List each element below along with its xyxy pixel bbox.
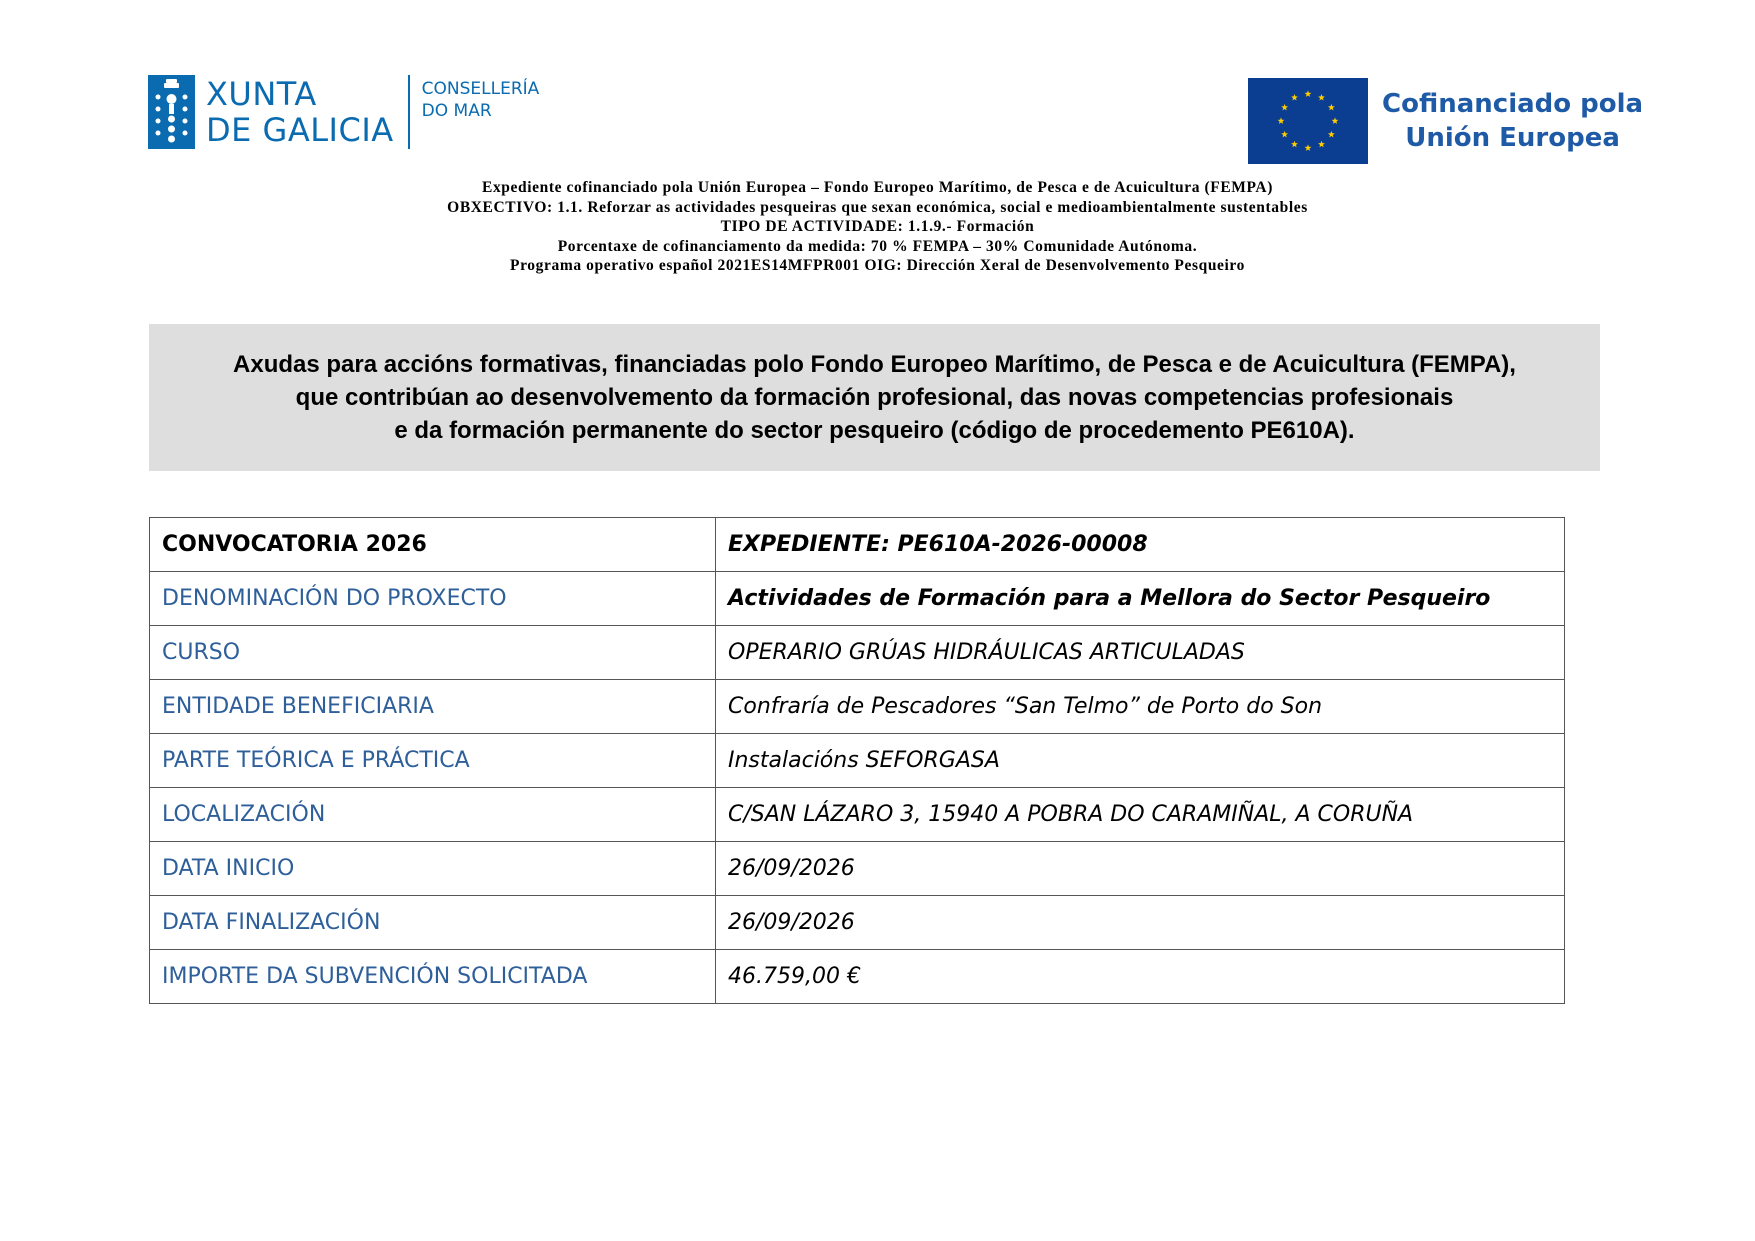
eu-star-icon: [1318, 141, 1325, 148]
row-label: DENOMINACIÓN DO PROXECTO: [150, 572, 716, 626]
eu-star-icon: [1278, 117, 1285, 124]
row-label: CURSO: [150, 626, 716, 680]
row-value: C/SAN LÁZARO 3, 15940 A POBRA DO CARAMIÑAL, A CORUÑA: [716, 788, 1565, 842]
table-row: [150, 950, 1565, 1004]
title-line: e da formación permanente do sector pesqueiro (código de procedemento PE610A).: [394, 417, 1355, 444]
table-row: [150, 842, 1565, 896]
eu-star-icon: [1281, 131, 1288, 138]
table-row: [150, 518, 1565, 572]
note-line: Programa operativo español 2021ES14MFPR001 OIG: Dirección Xeral de Desenvolvemento Pesqueiro: [510, 257, 1245, 274]
title-line: Axudas para accións formativas, financiadas polo Fondo Europeo Marítimo, de Pesca e de Acuicultura (FEMPA),: [233, 351, 1516, 378]
eu-star-icon: [1291, 141, 1298, 148]
eu-cofunding-text: Cofinanciado pola Unión Europea: [1382, 89, 1644, 153]
table-row: [150, 626, 1565, 680]
table-row: [150, 680, 1565, 734]
row-value: EXPEDIENTE: PE610A-2026-00008: [716, 518, 1565, 572]
row-label: CONVOCATORIA 2026: [150, 518, 716, 572]
row-value: 26/09/2026: [716, 896, 1565, 950]
table-row: [150, 896, 1565, 950]
row-label: DATA INICIO: [150, 842, 716, 896]
row-label: DATA FINALIZACIÓN: [150, 896, 716, 950]
row-label: PARTE TEÓRICA E PRÁCTICA: [150, 734, 716, 788]
eu-star-icon: [1328, 104, 1335, 111]
aid-title-box: [149, 324, 1600, 471]
conselleria-name: CONSELLERÍA DO MAR: [421, 79, 540, 121]
logo-divider: [408, 75, 410, 149]
row-value: OPERARIO GRÚAS HIDRÁULICAS ARTICULADAS: [716, 626, 1565, 680]
table-row: [150, 734, 1565, 788]
eu-logo: [1248, 78, 1643, 164]
note-line: TIPO DE ACTIVIDADE: 1.1.9.- Formación: [720, 218, 1035, 235]
table-row: [150, 788, 1565, 842]
note-line: Expediente cofinanciado pola Unión Europea – Fondo Europeo Marítimo, de Pesca e de Acuicultura (FEMPA): [482, 179, 1273, 196]
note-line: OBXECTIVO: 1.1. Reforzar as actividades pesqueiras que sexan económica, social e medioambientalmente sustentables: [447, 198, 1308, 216]
row-value: Actividades de Formación para a Mellora do Sector Pesqueiro: [716, 572, 1565, 626]
table-row: [150, 572, 1565, 626]
xunta-wordmark: XUNTA DE GALICIA: [206, 75, 394, 149]
eu-star-icon: [1291, 94, 1298, 101]
row-value: 26/09/2026: [716, 842, 1565, 896]
row-label: LOCALIZACIÓN: [150, 788, 716, 842]
project-info-table: [149, 517, 1565, 1004]
note-line: Porcentaxe de cofinanciamento da medida: 70 % FEMPA – 30% Comunidade Autónoma.: [557, 237, 1198, 255]
cofunding-notes: [0, 178, 1755, 276]
row-value: Confraría de Pescadores “San Telmo” de Porto do Son: [716, 680, 1565, 734]
eu-star-icon: [1305, 90, 1312, 97]
xunta-logo: [148, 74, 539, 150]
eu-star-icon: [1328, 131, 1335, 138]
xunta-shield-icon: [148, 75, 195, 149]
eu-flag-icon: [1248, 78, 1368, 164]
eu-star-icon: [1305, 144, 1312, 151]
row-value: 46.759,00 €: [716, 950, 1565, 1004]
eu-star-icon: [1281, 104, 1288, 111]
title-line: que contribúan ao desenvolvemento da formación profesional, das novas competencias profesionais: [295, 384, 1454, 411]
eu-star-icon: [1332, 117, 1339, 124]
row-label: ENTIDADE BENEFICIARIA: [150, 680, 716, 734]
row-label: IMPORTE DA SUBVENCIÓN SOLICITADA: [150, 950, 716, 1004]
row-value: Instalacións SEFORGASA: [716, 734, 1565, 788]
eu-star-icon: [1318, 94, 1325, 101]
